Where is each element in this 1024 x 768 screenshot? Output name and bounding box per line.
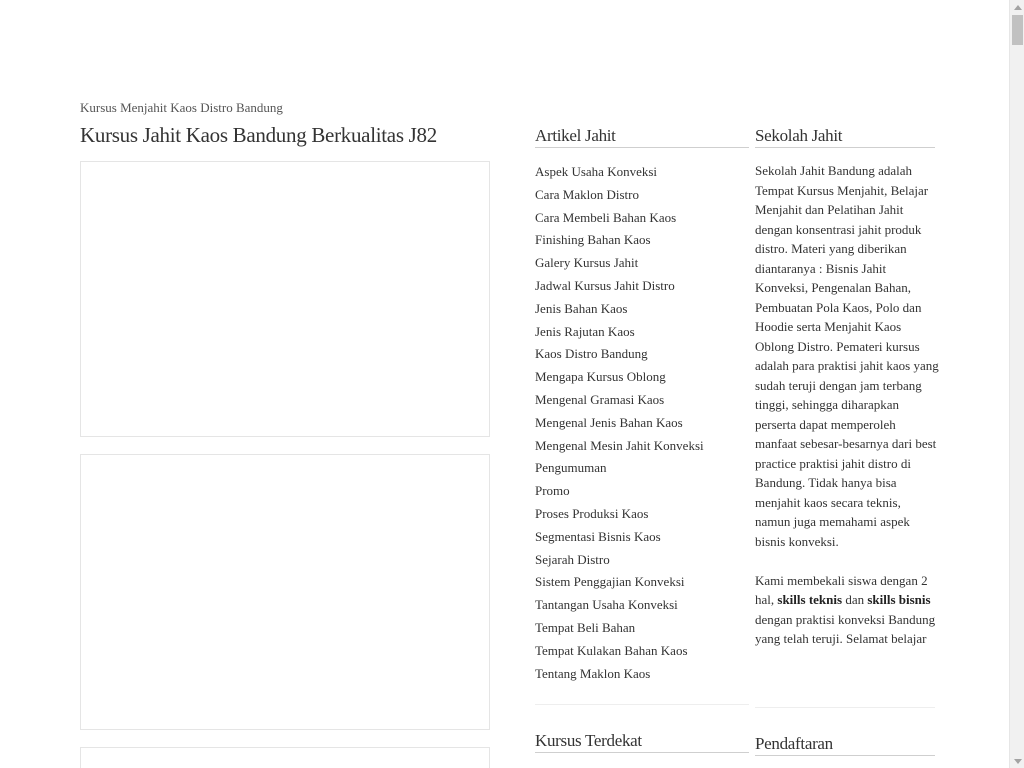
article-link[interactable]: Proses Produksi Kaos [535, 505, 649, 521]
list-item[interactable] [535, 594, 704, 617]
video-embed-1[interactable] [80, 161, 490, 437]
list-item[interactable] [535, 161, 704, 184]
page-title: Kursus Jahit Kaos Bandung Berkualitas J82 [80, 123, 437, 147]
widget-title-pendaftaran: Pendaftaran [755, 734, 935, 756]
about-paragraph-2 [755, 571, 939, 649]
article-link[interactable]: Tantangan Usaha Konveksi [535, 597, 678, 613]
list-item[interactable] [535, 640, 704, 663]
article-link[interactable]: Finishing Bahan Kaos [535, 232, 651, 248]
scroll-up-button[interactable] [1010, 0, 1024, 14]
vertical-scrollbar[interactable] [1009, 0, 1024, 768]
divider [755, 707, 935, 708]
about-paragraph-1: Sekolah Jahit Bandung adalah Tempat Kursus Menjahit, Belajar Menjahit dan Pelatihan Jahit dengan konsentrasi jahit produk distro. Materi yang diberikan diantaranya : Bisnis Jahit Konveksi, Pengenalan Bahan, Pembuatan Pola Kaos, Polo dan Hoodie serta Menjahit Kaos Oblong Distro. Pemateri kursus adalah para praktisi jahit kaos yang sudah teruji dengan jam terbang tinggi, sehingga diharapkan perserta dapat memperoleh manfaat sebesar-besarnya dari best practice praktisi jahit distro di Bandung. Tidak hanya bisa menjahit kaos secara teknis, namun juga memahami aspek bisnis konveksi. [755, 163, 939, 549]
list-item[interactable] [535, 343, 704, 366]
widget-title-sekolah-jahit: Sekolah Jahit [755, 126, 935, 148]
list-item[interactable] [535, 617, 704, 640]
article-list [535, 161, 704, 685]
list-item[interactable] [535, 252, 704, 275]
article-link[interactable]: Cara Maklon Distro [535, 186, 639, 202]
list-item[interactable] [535, 298, 704, 321]
list-item[interactable] [535, 503, 704, 526]
article-link[interactable]: Aspek Usaha Konveksi [535, 164, 658, 179]
divider [535, 704, 749, 705]
bold-skills-bisnis: skills bisnis [867, 592, 931, 607]
article-link[interactable]: Jenis Rajutan Kaos [535, 323, 635, 339]
list-item[interactable] [535, 229, 704, 252]
list-item[interactable] [535, 571, 704, 594]
article-link[interactable]: Tempat Kulakan Bahan Kaos [535, 642, 688, 658]
list-item[interactable] [535, 366, 704, 389]
list-item[interactable] [535, 480, 704, 503]
list-item[interactable] [535, 412, 704, 435]
article-link[interactable]: Mengapa Kursus Oblong [535, 369, 666, 385]
list-item[interactable] [535, 526, 704, 549]
article-link[interactable]: Jenis Bahan Kaos [535, 300, 628, 316]
article-link[interactable]: Jadwal Kursus Jahit Distro [535, 277, 675, 293]
article-link[interactable]: Pengumuman [535, 460, 607, 476]
list-item[interactable] [535, 389, 704, 412]
list-item[interactable] [535, 184, 704, 207]
list-item[interactable] [535, 275, 704, 298]
chevron-up-icon [1014, 5, 1022, 10]
article-link[interactable]: Tentang Maklon Kaos [535, 665, 651, 681]
video-embed-3[interactable] [80, 747, 490, 768]
list-item[interactable] [535, 663, 704, 686]
text-segment: dengan praktisi konveksi Bandung yang telah teruji. Selamat belajar [755, 611, 936, 646]
list-item[interactable] [535, 457, 704, 480]
list-item[interactable] [535, 321, 704, 344]
breadcrumb[interactable]: Kursus Menjahit Kaos Distro Bandung [80, 100, 283, 115]
article-link[interactable]: Segmentasi Bisnis Kaos [535, 528, 661, 544]
article-link[interactable]: Sejarah Distro [535, 551, 610, 567]
article-link[interactable]: Galery Kursus Jahit [535, 255, 639, 271]
text-segment: Kami membekali siswa dengan 2 hal, [755, 572, 928, 607]
widget-title-artikel-jahit: Artikel Jahit [535, 126, 749, 148]
about-text [755, 161, 939, 649]
list-item[interactable] [535, 549, 704, 572]
article-link[interactable]: Mengenal Gramasi Kaos [535, 391, 665, 407]
chevron-down-icon [1014, 759, 1022, 764]
widget-title-kursus-terdekat: Kursus Terdekat [535, 731, 749, 753]
list-item[interactable] [535, 207, 704, 230]
article-link[interactable]: Mengenal Jenis Bahan Kaos [535, 414, 683, 430]
video-embed-2[interactable] [80, 454, 490, 730]
article-link[interactable]: Sistem Penggajian Konveksi [535, 574, 685, 590]
scroll-down-button[interactable] [1010, 754, 1024, 768]
scroll-thumb[interactable] [1012, 15, 1023, 45]
article-link[interactable]: Promo [535, 483, 570, 499]
list-item[interactable] [535, 435, 704, 458]
article-link[interactable]: Tempat Beli Bahan [535, 619, 636, 635]
article-link[interactable]: Cara Membeli Bahan Kaos [535, 209, 677, 225]
article-link[interactable]: Kaos Distro Bandung [535, 346, 648, 362]
article-link[interactable]: Mengenal Mesin Jahit Konveksi [535, 437, 704, 453]
bold-skills-teknis: skills teknis [777, 592, 843, 607]
text-segment: dan [842, 592, 868, 607]
